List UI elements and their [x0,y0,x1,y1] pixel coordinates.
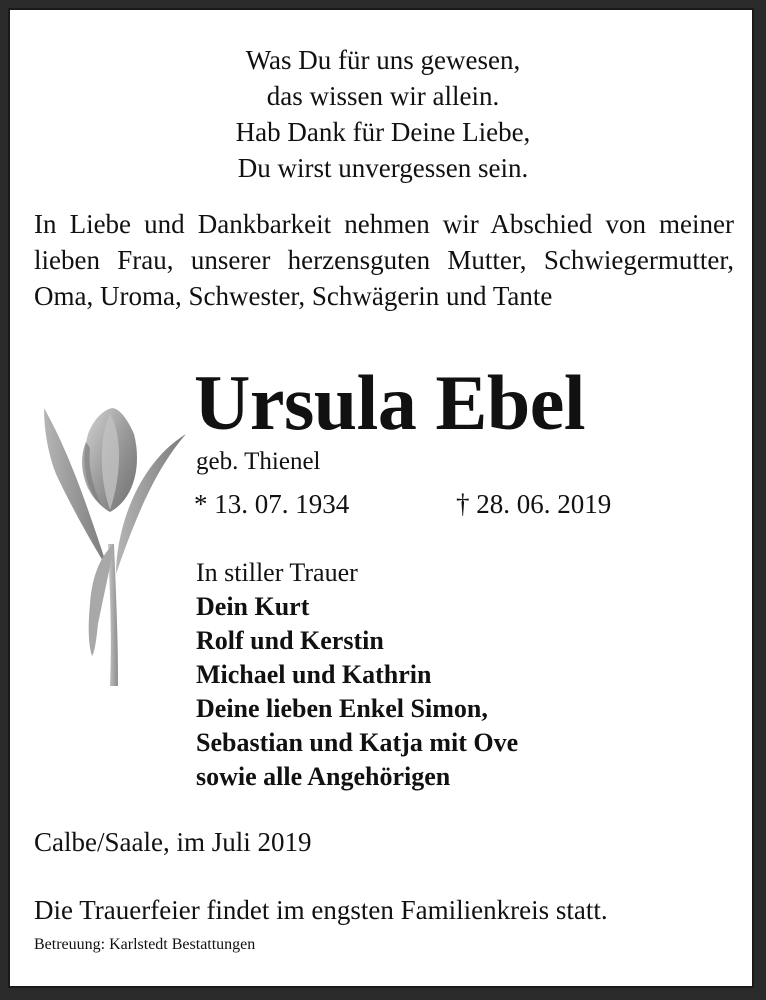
obituary-notice [8,8,754,988]
poem-line: das wissen wir allein. [266,81,500,111]
deceased-name: Ursula Ebel [194,359,586,446]
service-note: Die Trauerfeier findet im engsten Familienkreis statt. [34,895,608,925]
maiden-name: geb. Thienel [196,448,321,475]
place-date: Calbe/Saale, im Juli 2019 [34,827,312,857]
intro-text: In Liebe und Dankbarkeit nehmen wir Abschied von meiner lieben Frau, unserer herzensguten Mutter, Schwiegermutter, Oma, Uroma, Schwester, Schwägerin und Tante [34,209,734,311]
mourner-line: sowie alle Angehörigen [196,762,451,791]
mourner-line: Dein Kurt [196,592,310,621]
care-note: Betreuung: Karlstedt Bestattungen [34,936,256,953]
tulip-image [30,394,190,694]
mourner-line: Michael und Kathrin [196,660,432,689]
poem [10,42,756,186]
mourners-block [196,556,518,794]
poem-line: Was Du für uns gewesen, [245,45,521,75]
mourner-line: Sebastian und Katja mit Ove [196,728,519,757]
mourner-line: Rolf und Kerstin [196,626,384,655]
mourner-line: Deine lieben Enkel Simon, [196,694,488,723]
mourners-intro: In stiller Trauer [196,558,358,587]
death-date: † 28. 06. 2019 [456,489,612,519]
poem-line: Du wirst unvergessen sein. [237,153,529,183]
birth-date: * 13. 07. 1934 [194,489,350,519]
poem-line: Hab Dank für Deine Liebe, [235,117,531,147]
